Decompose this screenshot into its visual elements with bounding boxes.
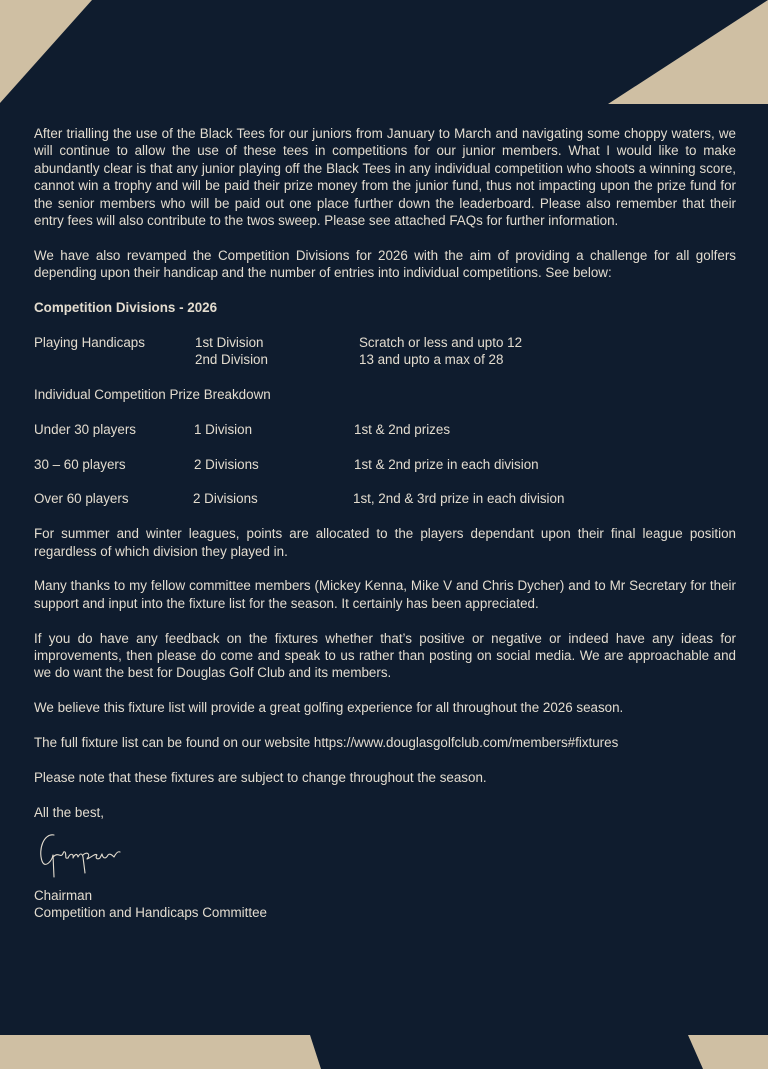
prize-prizes: 1st & 2nd prizes (354, 421, 451, 437)
prize-row (34, 456, 736, 473)
handicap-row-2 (34, 351, 736, 368)
paragraph-divisions-intro: We have also revamped the Competition Divisions for 2026 with the aim of providing a challenge for all golfers depending upon their handicap and the number of entries into individual competitions. See below: (34, 247, 736, 281)
top-right-corner-decoration (608, 0, 768, 105)
handicap-label: Playing Handicaps (34, 334, 145, 350)
prize-breakdown-heading: Individual Competition Prize Breakdown (34, 387, 271, 402)
signoff-committee: Competition and Handicaps Committee (34, 905, 267, 921)
prize-prizes: 1st, 2nd & 3rd prize in each division (353, 491, 565, 507)
division-range: Scratch or less and upto 12 (359, 334, 523, 350)
closing-line: All the best, (34, 804, 104, 820)
division-name: 2nd Division (195, 352, 268, 368)
paragraph-season: We believe this fixture list will provide a great golfing experience for all throughout the 2026 season. (34, 700, 624, 716)
paragraph-website: The full fixture list can be found on our website https://www.douglasgolfclub.com/members#fixtures (34, 734, 619, 750)
signature-image (34, 827, 134, 882)
bottom-right-corner-decoration (688, 1034, 768, 1069)
paragraph-black-tees: After trialling the use of the Black Tees for our juniors from January to March and navigating some choppy waters, we will continue to allow the use of these tees in competitions for our junior members. What I would like to make abundantly clear is that any junior playing off the Black Tees in any individual competition who shoots a winning score, cannot win a trophy and will be paid their prize money from the junior fund, thus not impacting upon the prize fund for the senior members who will be paid out one place further down the leaderboard. Please also remember that their entry fees will also contribute to the twos sweep. Please see attached FAQs for further information. (34, 126, 736, 229)
signoff-title: Chairman (34, 887, 93, 903)
prize-divisions: 2 Divisions (194, 456, 259, 472)
top-left-corner-decoration (0, 0, 95, 105)
bottom-left-corner-decoration (0, 1034, 325, 1069)
paragraph-leagues: For summer and winter leagues, points are allocated to the players dependant upon their final league position regardless of which division they played in. (34, 526, 736, 559)
division-name: 1st Division (195, 334, 264, 350)
handicap-row-1 (34, 334, 736, 351)
signature (34, 827, 736, 887)
prize-players: 30 – 60 players (34, 456, 126, 472)
prize-divisions: 2 Divisions (193, 491, 258, 507)
prize-players: Over 60 players (34, 491, 129, 507)
division-range: 13 and upto a max of 28 (359, 352, 504, 368)
prize-divisions: 1 Division (194, 421, 253, 437)
divisions-heading: Competition Divisions - 2026 (34, 300, 218, 316)
paragraph-subject-to-change: Please note that these fixtures are subject to change throughout the season. (34, 769, 487, 785)
prize-row (34, 421, 736, 438)
letter-body (34, 125, 736, 922)
prize-players: Under 30 players (34, 421, 136, 437)
prize-prizes: 1st & 2nd prize in each division (354, 456, 539, 472)
prize-row (34, 490, 736, 507)
paragraph-feedback: If you do have any feedback on the fixtures whether that’s positive or negative or indeed have any ideas for improvements, then please do come and speak to us rather than posting on social media. We are approachable and we do want the best for Douglas Golf Club and its members. (34, 630, 736, 681)
paragraph-thanks: Many thanks to my fellow committee members (Mickey Kenna, Mike V and Chris Dycher) and to Mr Secretary for their support and input into the fixture list for the season. It certainly has been appreciated. (34, 578, 736, 611)
